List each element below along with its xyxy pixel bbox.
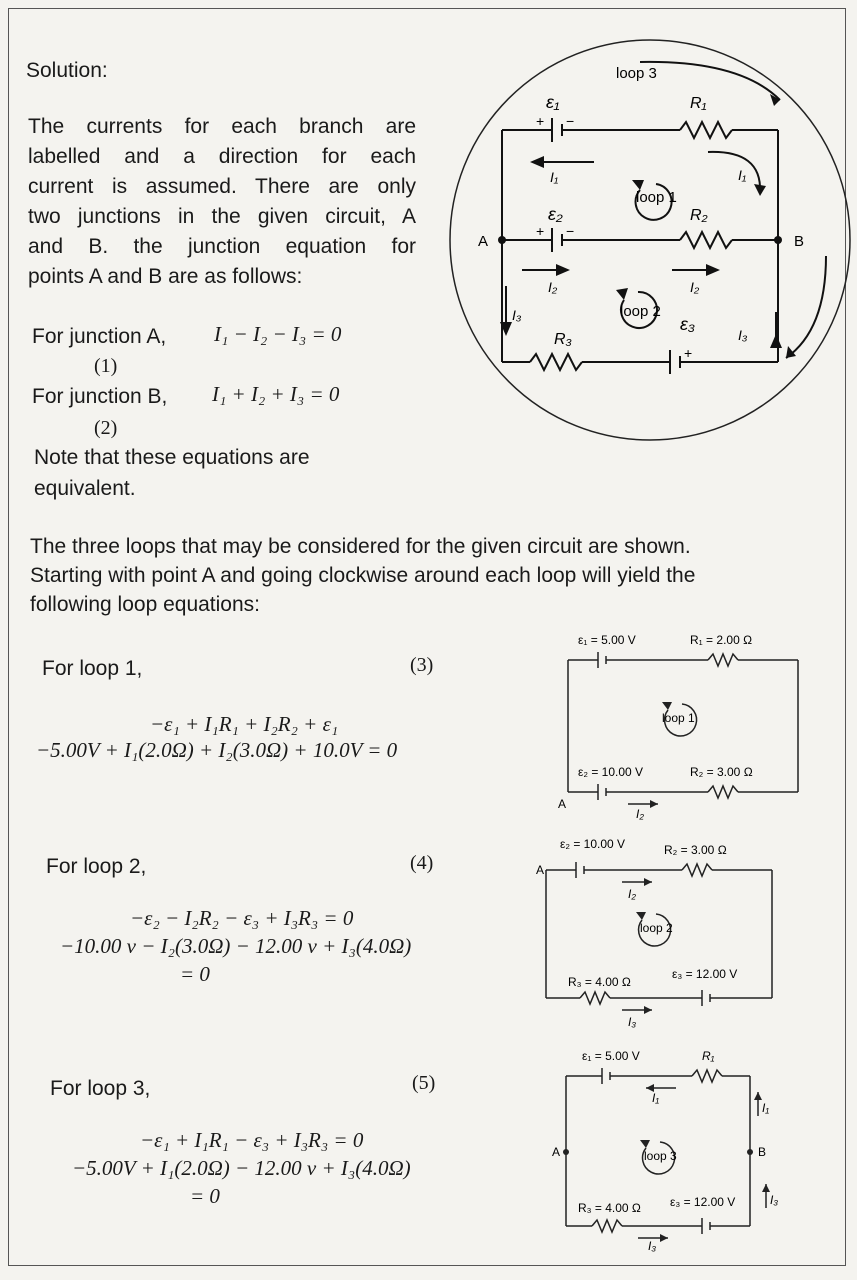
loop2-equation-symbolic: −ε₂ − I₂R₂ − ε₃ + I₃R₃ = 0: [130, 906, 354, 930]
fig3-i3-label: I₃: [770, 1193, 779, 1207]
loop2-equation-result: = 0: [180, 962, 210, 986]
fig2-emf2-label: ε₂ = 10.00 V: [560, 837, 626, 851]
intro-line: points A and B are as follows:: [28, 265, 303, 288]
emf1-label: ε₁: [546, 92, 560, 112]
fig1-r1-label: R₁ = 2.00 Ω: [690, 633, 753, 647]
i3-label: I₃: [738, 327, 748, 343]
fig3-r1-label: R₁: [702, 1049, 715, 1063]
r2-label: R₂: [690, 207, 708, 224]
loop3-diagram-label: loop 3: [616, 65, 657, 82]
intro-paragraph: [28, 112, 416, 292]
main-circuit-diagram: [440, 30, 857, 470]
fig2-loop-label: loop 2: [640, 921, 673, 935]
fig1-loop-label: loop 1: [662, 711, 695, 725]
equation-number: (4): [410, 852, 434, 874]
equation-number: (2): [94, 417, 118, 439]
fig1-node-a-label: A: [558, 797, 567, 811]
loop1-label: For loop 1,: [42, 657, 143, 680]
fig1-i2-label: I₂: [636, 807, 644, 820]
solution-heading: Solution:: [26, 59, 108, 82]
fig3-r3-label: R₃ = 4.00 Ω: [578, 1201, 641, 1215]
fig2-emf3-label: ε₃ = 12.00 V: [672, 967, 738, 981]
fig3-i3-label: I₃: [648, 1239, 657, 1252]
equation-number: (3): [410, 654, 434, 676]
intro-line: and B. the junction equation for: [28, 235, 416, 258]
fig2-node-a-label: A: [536, 863, 545, 877]
loop2-diagram-label: loop 2: [620, 303, 661, 320]
fig1-emf1-label: ε₁ = 5.00 V: [578, 633, 636, 647]
intro-line: two junctions in the given circuit, A: [28, 205, 416, 228]
junction-b-equation: I₁ + I₂ + I₃ = 0: [212, 382, 340, 406]
junction-b-label: For junction B,: [32, 385, 168, 408]
plus-sign: +: [536, 113, 545, 129]
loop2-circuit-figure: [532, 826, 794, 1038]
fig3-node-b-label: B: [758, 1145, 767, 1159]
fig1-r2-label: R₂ = 3.00 Ω: [690, 765, 753, 779]
note-line: equivalent.: [34, 477, 136, 500]
junction-a-equation: I₁ − I₂ − I₃ = 0: [214, 322, 342, 346]
equation-number: (5): [412, 1072, 436, 1094]
loop1-diagram-label: loop 1: [636, 189, 677, 206]
i2-label: I₂: [548, 279, 558, 295]
loop3-label: For loop 3,: [50, 1077, 151, 1100]
fig3-emf1-label: ε₁ = 5.00 V: [582, 1049, 640, 1063]
loop3-equation-result: = 0: [190, 1184, 220, 1208]
equation-number: (1): [94, 355, 118, 377]
emf3-label: ε₃: [680, 314, 696, 334]
loop1-equation-symbolic: −ε₁ + I₁R₁ + I₂R₂ + ε₁: [150, 712, 339, 736]
fig3-i1-label: I₁: [652, 1091, 660, 1105]
r3-label: R₃: [554, 331, 572, 348]
minus-sign: −: [566, 113, 575, 129]
emf2-label: ε₂: [548, 204, 563, 224]
minus-sign: −: [566, 223, 575, 239]
fig2-i2-label: I₂: [628, 887, 636, 901]
plus-sign: +: [536, 223, 545, 239]
fig1-emf2-label: ε₂ = 10.00 V: [578, 765, 644, 779]
fig3-i1-label: I₁: [762, 1101, 770, 1115]
i3-label: I₃: [512, 307, 522, 323]
loops-intro-line: The three loops that may be considered for the given circuit are shown.: [30, 535, 691, 558]
loops-intro-line: Starting with point A and going clockwise around each loop will yield the: [30, 564, 696, 587]
node-b-label: B: [794, 233, 805, 250]
loop3-equation-numeric: −5.00V + I₁(2.0Ω) − 12.00 v + I₃(4.0Ω): [72, 1156, 411, 1180]
fig2-r2-label: R₂ = 3.00 Ω: [664, 843, 727, 857]
fig2-i3-label: I₃: [628, 1015, 637, 1029]
intro-line: labelled and a direction for each: [28, 145, 416, 168]
loop3-circuit-figure: [552, 1046, 796, 1252]
plus-sign: +: [684, 345, 693, 361]
loop1-circuit-figure: [558, 620, 822, 820]
r1-label: R₁: [690, 95, 707, 112]
loop1-equation-numeric: −5.00V + I₁(2.0Ω) + I₂(3.0Ω) + 10.0V = 0: [36, 738, 398, 762]
note-line: Note that these equations are: [34, 446, 310, 469]
fig2-r3-label: R₃ = 4.00 Ω: [568, 975, 631, 989]
i2-label: I₂: [690, 279, 700, 295]
intro-line: current is assumed. There are only: [28, 175, 416, 198]
node-a-label: A: [478, 233, 489, 250]
loops-intro-line: following loop equations:: [30, 593, 260, 616]
fig3-loop-label: loop 3: [644, 1149, 677, 1163]
intro-line: The currents for each branch are: [28, 115, 416, 138]
i1-label: I₁: [550, 169, 559, 185]
junction-a-label: For junction A,: [32, 325, 167, 348]
fig3-emf3-label: ε₃ = 12.00 V: [670, 1195, 736, 1209]
loop3-equation-symbolic: −ε₁ + I₁R₁ − ε₃ + I₃R₃ = 0: [140, 1128, 364, 1152]
fig3-node-a-label: A: [552, 1145, 561, 1159]
loop2-label: For loop 2,: [46, 855, 147, 878]
loop2-equation-numeric: −10.00 v − I₂(3.0Ω) − 12.00 v + I₃(4.0Ω): [60, 934, 412, 958]
i1-label: I₁: [738, 167, 747, 183]
